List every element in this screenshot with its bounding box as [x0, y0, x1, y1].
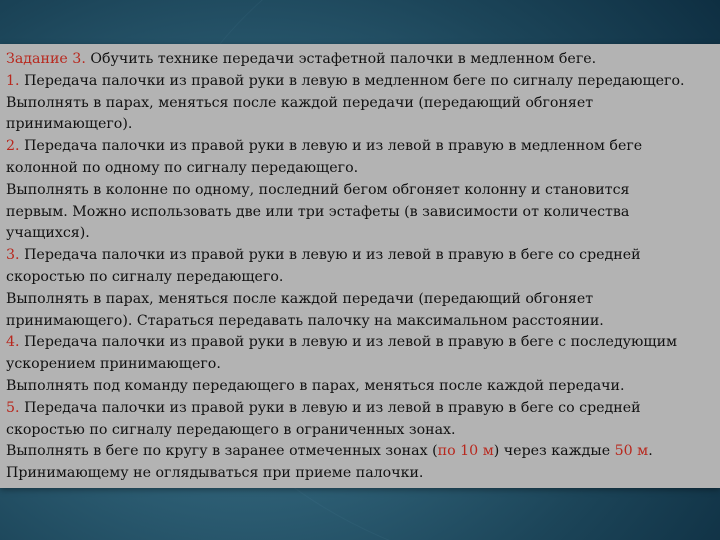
item-2-text: Передача палочки из правой руки в левую и из левой в правую в медленном беге	[24, 138, 643, 155]
item-5-number: 5.	[6, 399, 20, 416]
item-5-line-2: скоростью по сигналу передающего в ограниченных зонах.	[6, 421, 456, 438]
item-1-text: Передача палочки из правой руки в левую в медленном беге по сигналу передающего.	[24, 72, 685, 89]
item-1-number: 1.	[6, 72, 20, 89]
item-2-line-1	[6, 136, 718, 158]
item-5-last-line: Принимающему не оглядываться при приеме палочки.	[6, 465, 424, 482]
item-5-text: Передача палочки из правой руки в левую и из левой в правую в беге со средней	[24, 399, 641, 416]
task-title: Обучить технике передачи эстафетной палочки в медленном беге.	[90, 51, 597, 67]
item-4-number: 4.	[6, 334, 20, 351]
zones-text-after: .	[648, 443, 653, 460]
item-3-text: Передача палочки из правой руки в левую и из левой в правую в беге со средней	[24, 247, 641, 264]
item-1-line-2: Выполнять в парах, меняться после каждой передачи (передающий обгоняет	[6, 94, 594, 111]
item-5-zones-line	[6, 441, 718, 463]
item-3-line-1	[6, 245, 718, 267]
item-4-line-1	[6, 332, 718, 354]
zones-text-middle: ) через каждые	[493, 443, 615, 460]
item-3-number: 3.	[6, 247, 20, 264]
item-2-line-3: Выполнять в колонне по одному, последний бегом обгоняет колонну и становится	[6, 181, 630, 198]
item-3-line-3: Выполнять в парах, меняться после каждой передачи (передающий обгоняет	[6, 290, 594, 307]
zone-interval: 50 м	[614, 443, 649, 460]
item-2-line-5: учащихся).	[6, 225, 90, 242]
item-2-line-2: колонной по одному по сигналу передающего.	[6, 159, 359, 176]
item-1-line-1	[6, 71, 718, 93]
item-2-line-4: первым. Можно использовать две или три эстафеты (в зависимости от количества	[6, 203, 630, 220]
item-4-line-2: ускорением принимающего.	[6, 356, 221, 373]
zone-length: по 10 м	[437, 443, 494, 460]
item-3-line-2: скоростью по сигналу передающего.	[6, 268, 284, 285]
task-heading	[6, 49, 718, 71]
item-1-line-3: принимающего).	[6, 116, 133, 133]
item-4-text: Передача палочки из правой руки в левую и из левой в правую в беге с последующим	[24, 334, 678, 351]
task-number: Задание 3.	[6, 51, 86, 67]
item-4-line-3: Выполнять под команду передающего в парах, меняться после каждой передачи.	[6, 377, 625, 394]
zones-text-before: Выполнять в беге по кругу в заранее отмеченных зонах (	[6, 443, 438, 460]
task-text	[6, 49, 718, 485]
item-3-line-4: принимающего). Стараться передавать палочку на максимальном расстоянии.	[6, 312, 604, 329]
item-2-number: 2.	[6, 138, 20, 155]
item-5-line-1	[6, 398, 718, 420]
